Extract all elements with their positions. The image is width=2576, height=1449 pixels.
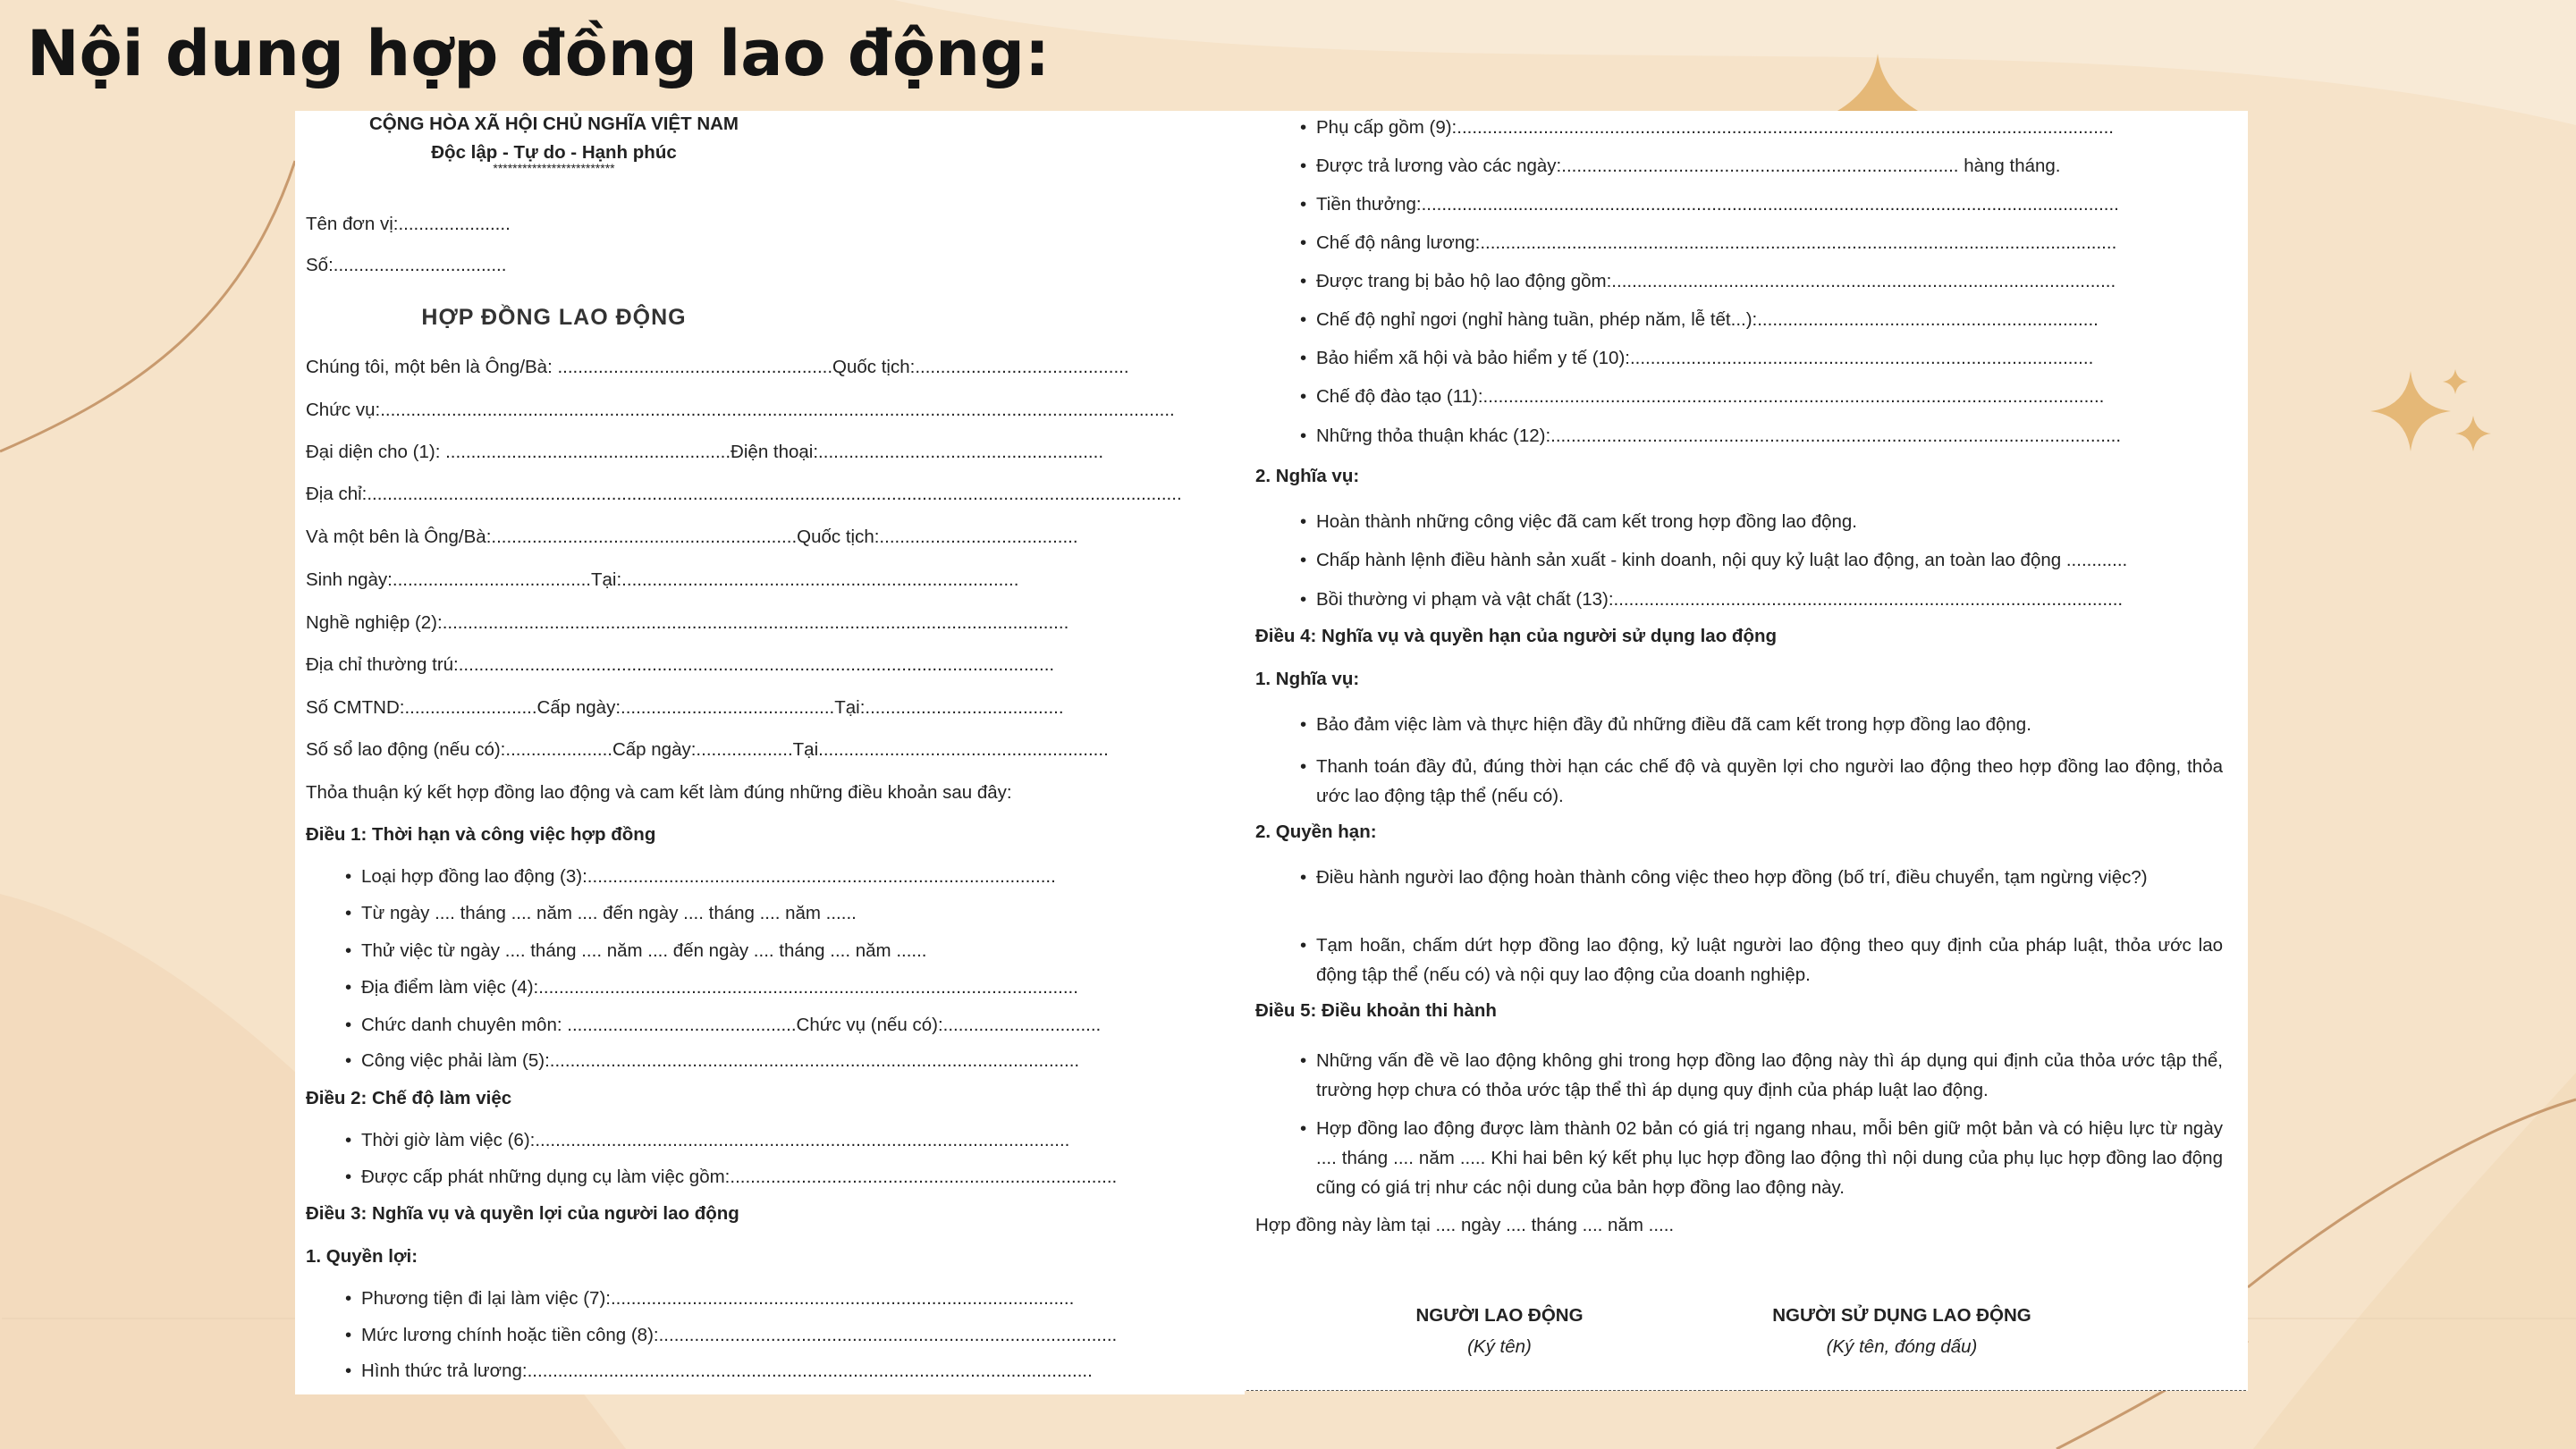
employee-signature-label: NGƯỜI LAO ĐỘNG	[1415, 1305, 1584, 1326]
list-item: • Từ ngày .... tháng .... năm .... đến ngày .... tháng .... năm ......	[361, 902, 857, 925]
made-at-line: Hợp đồng này làm tại .... ngày .... tháng .... năm .....	[1255, 1215, 1675, 1235]
list-item: • Những vấn đề về lao động không ghi trong hợp đồng lao động này thì áp dụng qui định của thỏa ước tập thể, trường hợp chưa có thỏa ước tập thể thì áp dụng quy định của pháp luật lao động.	[1316, 1046, 2223, 1105]
article-2-title: Điều 2: Chế độ làm việc	[306, 1088, 512, 1108]
form-line: Thỏa thuận ký kết hợp đồng lao động và cam kết làm đúng những điều khoản sau đây:	[306, 782, 1012, 803]
contract-page-left	[295, 111, 1245, 1394]
form-line: Địa chỉ:................................................................................................................................................................	[306, 484, 1182, 504]
list-item: • Địa điểm làm việc (4):..........................................................................................................	[361, 976, 1078, 999]
list-item: • Thời giờ làm việc (6):.........................................................................................................	[361, 1129, 1069, 1152]
divider-stars: *************************	[493, 161, 615, 175]
list-item: • Chức danh chuyên môn: .............................................Chức vụ (nếu có):...............................	[361, 1014, 1101, 1037]
list-item: • Điều hành người lao động hoàn thành công việc theo hợp đồng (bố trí, điều chuyển, tạm ngừng việc?)	[1316, 863, 2223, 892]
rights-subtitle: 1. Quyền lợi:	[306, 1246, 418, 1267]
page-bottom-rule	[1246, 1390, 2246, 1391]
form-line: Nghề nghiệp (2):...........................................................................................................................	[306, 612, 1069, 633]
employee-signature-note: (Ký tên)	[1467, 1336, 1532, 1357]
list-item: • Bảo đảm việc làm và thực hiện đầy đủ những điều đã cam kết trong hợp đồng lao động.	[1316, 713, 2031, 737]
list-item: • Được trang bị bảo hộ lao động gồm:...................................................................................................	[1316, 270, 2116, 293]
list-item: • Loại hợp đồng lao động (3):............................................................................................	[361, 865, 1056, 889]
form-line: Sinh ngày:.......................................Tại:..............................................................................	[306, 569, 1019, 590]
article-3-title: Điều 3: Nghĩa vụ và quyền lợi của người lao động	[306, 1203, 739, 1224]
document-title: HỢP ĐỒNG LAO ĐỘNG	[421, 305, 687, 330]
rights-subtitle: 2. Quyền hạn:	[1255, 821, 1377, 842]
form-line: Đại diện cho (1): ........................................................Điện thoại:........................................................	[306, 442, 1104, 462]
sparkle-icon	[2366, 362, 2500, 478]
list-item: • Những thỏa thuận khác (12):................................................................................................................	[1316, 425, 2121, 448]
slide-title: Nội dung hợp đồng lao động:	[27, 17, 1051, 90]
employer-signature-note: (Ký tên, đóng dấu)	[1826, 1336, 1978, 1357]
article-5-title: Điều 5: Điều khoản thi hành	[1255, 1000, 1497, 1021]
contract-page-right	[1245, 111, 2248, 1391]
employer-signature-label: NGƯỜI SỬ DỤNG LAO ĐỘNG	[1772, 1305, 2031, 1326]
form-line: Chức vụ:............................................................................................................................................................	[306, 400, 1175, 420]
form-line: Địa chỉ thường trú:.....................................................................................................................	[306, 654, 1055, 675]
list-item: • Thanh toán đầy đủ, đúng thời hạn các chế độ và quyền lợi cho người lao động theo hợp đồng lao động, thỏa ước lao động tập thể (nếu có).	[1316, 752, 2223, 811]
list-item: • Bảo hiểm xã hội và bảo hiểm y tế (10):...........................................................................................	[1316, 347, 2093, 370]
list-item: • Bồi thường vi phạm và vật chất (13):....................................................................................................	[1316, 588, 2123, 611]
list-item: • Chế độ đào tạo (11):..........................................................................................................................	[1316, 385, 2104, 409]
duties-subtitle: 1. Nghĩa vụ:	[1255, 669, 1360, 689]
list-item: • Chế độ nghỉ ngơi (nghỉ hàng tuần, phép năm, lễ tết...):...................................................................	[1316, 308, 2099, 332]
list-item: • Chấp hành lệnh điều hành sản xuất - kinh doanh, nội quy kỷ luật lao động, an toàn lao động ............	[1316, 549, 2127, 572]
list-item: • Thử việc từ ngày .... tháng .... năm .... đến ngày .... tháng .... năm ......	[361, 939, 927, 963]
article-4-title: Điều 4: Nghĩa vụ và quyền hạn của người sử dụng lao động	[1255, 626, 1778, 646]
list-item: • Chế độ nâng lương:.............................................................................................................................	[1316, 232, 2116, 255]
list-item: • Hoàn thành những công việc đã cam kết trong hợp đồng lao động.	[1316, 510, 1857, 534]
list-item: • Phụ cấp gồm (9):.................................................................................................................................	[1316, 116, 2114, 139]
article-1-title: Điều 1: Thời hạn và công việc hợp đồng	[306, 824, 656, 845]
unit-field: Tên đơn vị:......................	[306, 214, 511, 234]
list-item: • Hình thức trả lương:...............................................................................................................	[361, 1360, 1093, 1383]
national-title: CỘNG HÒA XÃ HỘI CHỦ NGHĨA VIỆT NAM	[368, 114, 739, 134]
list-item: • Tạm hoãn, chấm dứt hợp đồng lao động, kỷ luật người lao động theo quy định của pháp luật, thỏa ước lao động tập thể (nếu có) và nội quy lao động của doanh nghiệp.	[1316, 931, 2223, 990]
form-line: Chúng tôi, một bên là Ông/Bà: ......................................................Quốc tịch:..........................................	[306, 357, 1129, 377]
duties-subtitle: 2. Nghĩa vụ:	[1255, 466, 1360, 486]
list-item: • Được cấp phát những dụng cụ làm việc gồm:............................................................................	[361, 1166, 1117, 1189]
form-line: Và một bên là Ông/Bà:............................................................Quốc tịch:.......................................	[306, 527, 1078, 547]
list-item: • Hợp đồng lao động được làm thành 02 bản có giá trị ngang nhau, mỗi bên giữ một bản và có hiệu lực từ ngày .... tháng .... năm ..... Khi hai bên ký kết phụ lục hợp đồng lao động thì nội dung của phụ lục hợp đồng lao động cũng có giá trị như các nội dung của bản hợp đồng lao động này.	[1316, 1114, 2223, 1202]
list-item: • Công việc phải làm (5):........................................................................................................	[361, 1049, 1079, 1073]
list-item: • Mức lương chính hoặc tiền công (8):..........................................................................................	[361, 1324, 1117, 1347]
form-line: Số sổ lao động (nếu có):.....................Cấp ngày:...................Tại.........................................................	[306, 739, 1109, 760]
list-item: • Phương tiện đi lại làm việc (7):...........................................................................................	[361, 1287, 1074, 1310]
number-field: Số:..................................	[306, 255, 507, 275]
list-item: • Tiền thưởng:.........................................................................................................................................	[1316, 193, 2119, 216]
form-line: Số CMTND:..........................Cấp ngày:..........................................Tại:.......................................	[306, 697, 1064, 718]
list-item: • Được trả lương vào các ngày:.............................................................................. hàng tháng.	[1316, 155, 2061, 178]
motto: Độc lập - Tự do - Hạnh phúc	[431, 142, 677, 163]
